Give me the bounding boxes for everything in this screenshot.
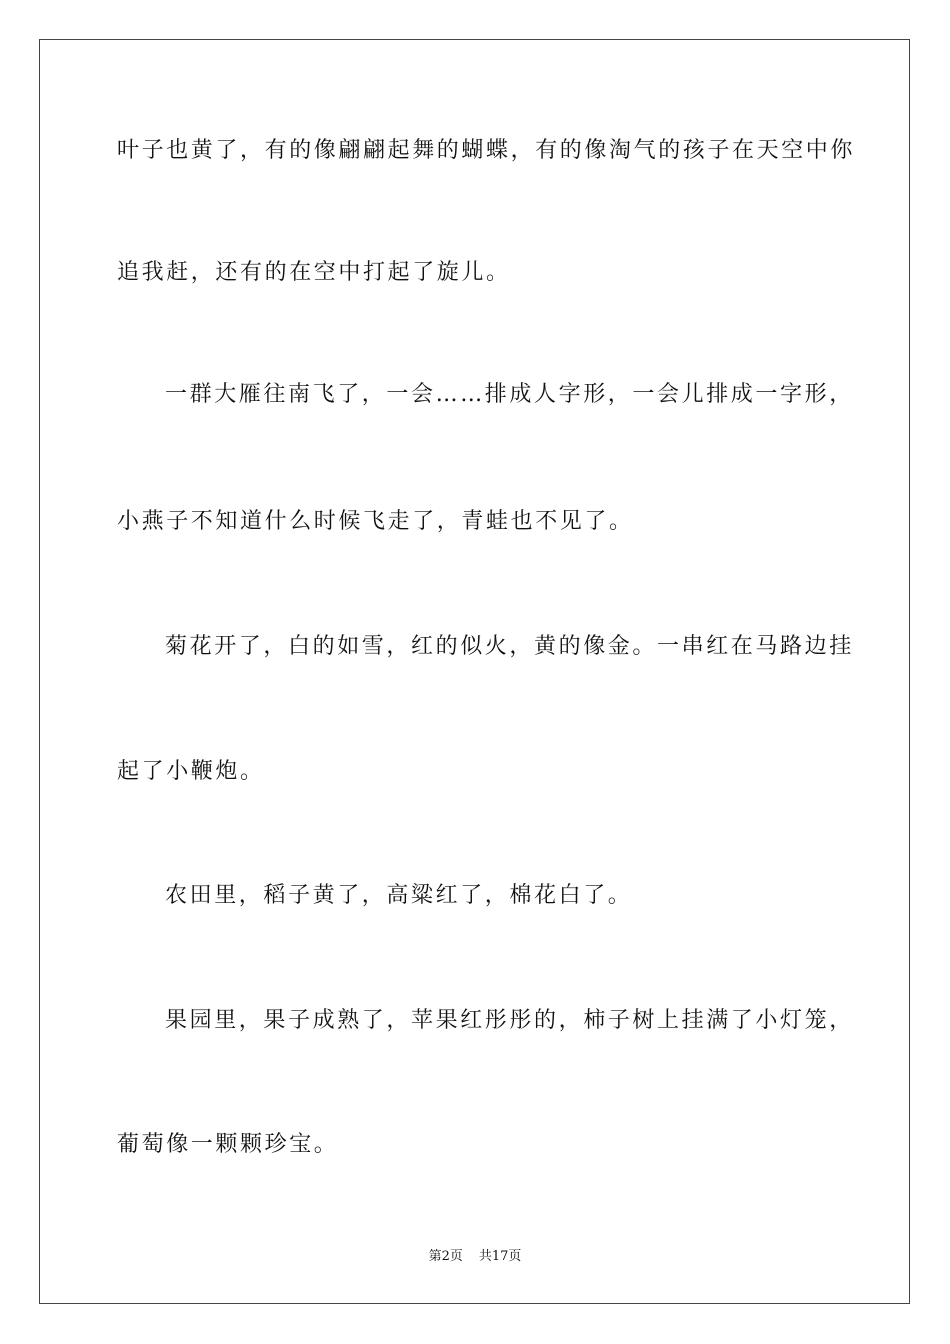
- paragraph-line: 葡萄像一颗颗珍宝。: [117, 1132, 339, 1157]
- paragraph-line: 追我赶，还有的在空中打起了旋儿。: [117, 260, 511, 285]
- page-number: 第2页: [428, 1249, 463, 1264]
- page-footer: [0, 1248, 950, 1266]
- paragraph-line: 菊花开了，白的如雪，红的似火，黄的像金。一串红在马路边挂: [165, 634, 854, 659]
- paragraph-line: 叶子也黄了，有的像翩翩起舞的蝴蝶，有的像淘气的孩子在天空中你: [117, 138, 856, 163]
- page-frame: [39, 39, 910, 1304]
- page-total: 共17页: [478, 1249, 522, 1264]
- paragraph-line: 一群大雁往南飞了，一会……排成人字形，一会儿排成一字形，: [165, 382, 854, 407]
- paragraph-line: 起了小鞭炮。: [117, 759, 265, 784]
- paragraph-line: 小燕子不知道什么时候飞走了，青蛙也不见了。: [117, 509, 634, 534]
- paragraph-line: 农田里，稻子黄了，高粱红了，棉花白了。: [165, 883, 633, 908]
- paragraph-line: 果园里，果子成熟了，苹果红彤彤的，柿子树上挂满了小灯笼，: [165, 1008, 854, 1033]
